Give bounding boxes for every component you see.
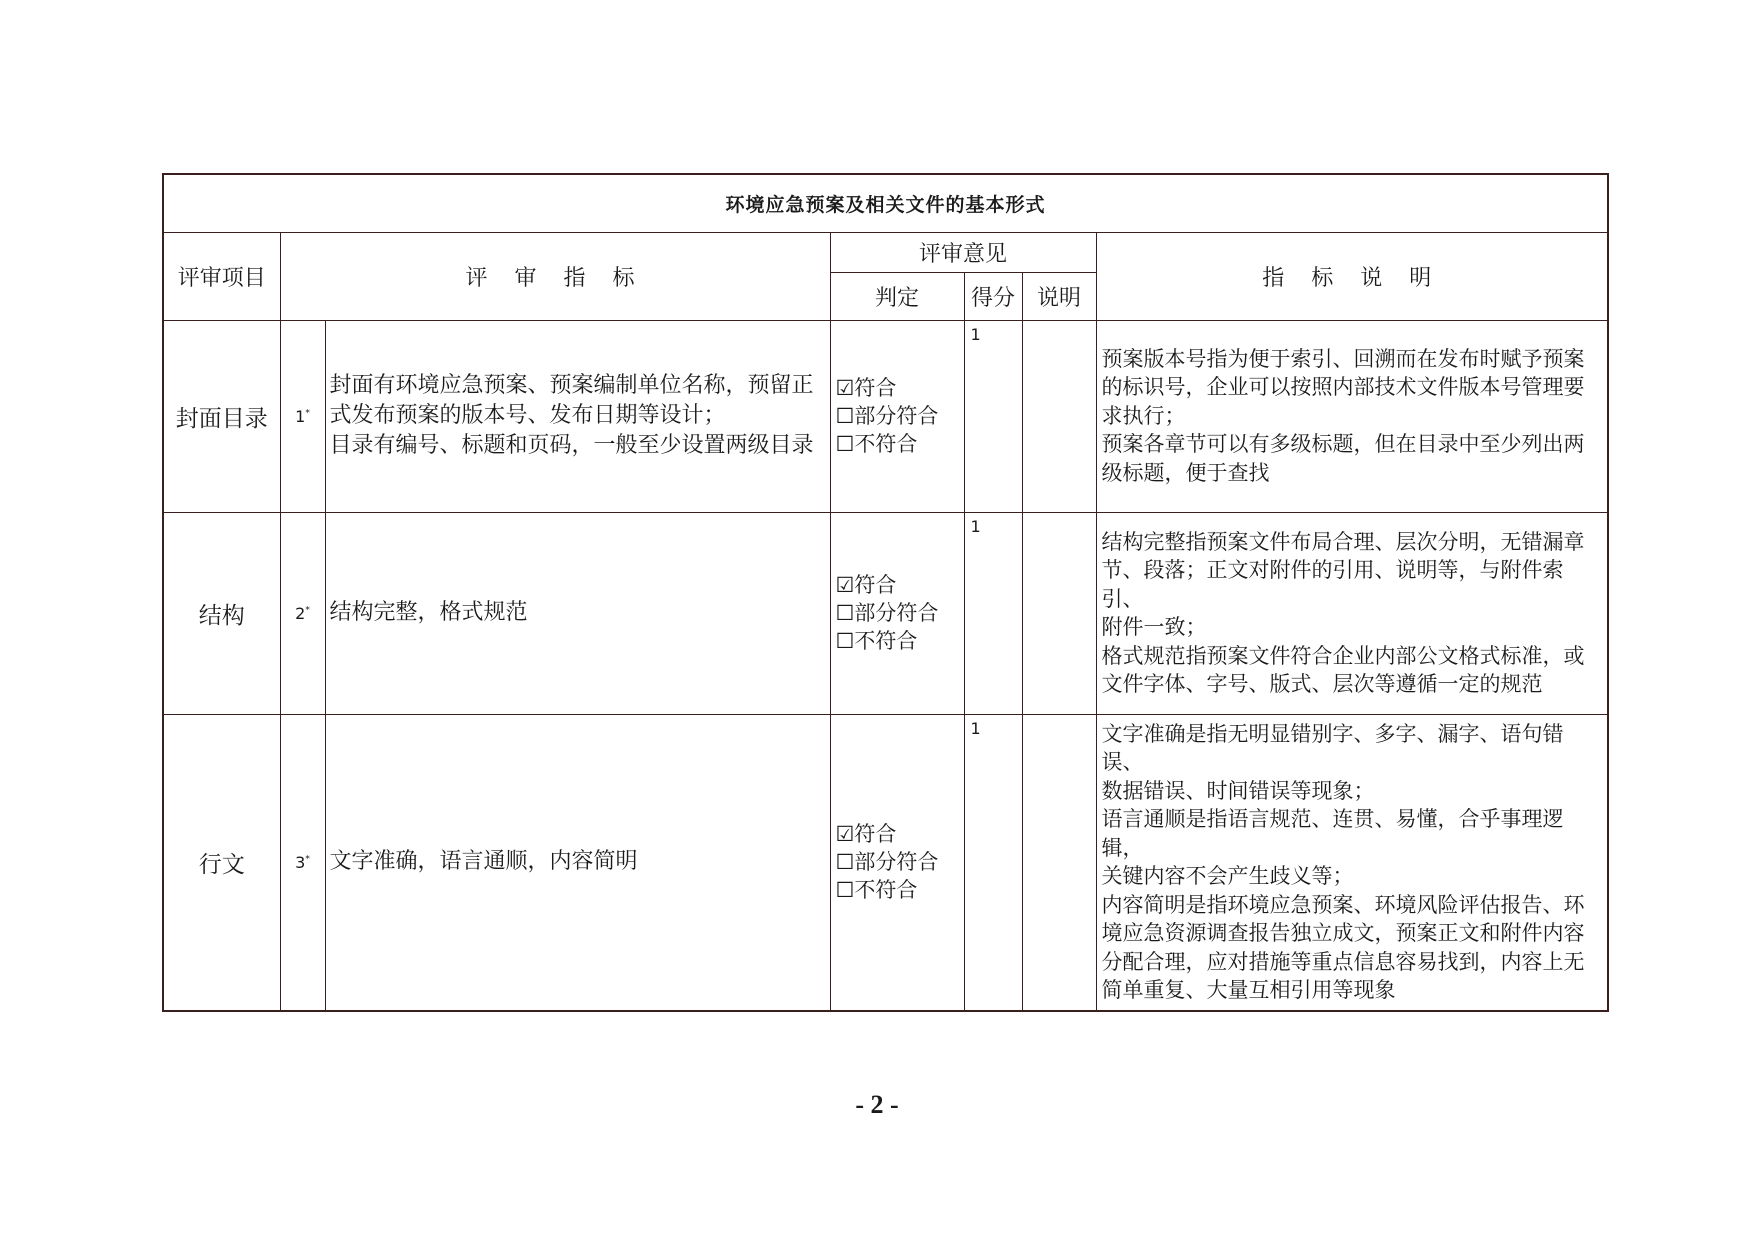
explain-text: 文字准确是指无明显错别字、多字、漏字、语句错误、 数据错误、时间错误等现象； 语言通顺是指语言规范、连贯、易懂，合乎事理逻辑， 关键内容不会产生歧义等； 内容简明是指环境应急预案、环境风险评估报告、环 境应急资源调查报告独立成文，预案正文和附件内容 分配合理，应对措施等重点信息容易找到，内容上无 简单重复、大量互相引用等现象 bbox=[1096, 714, 1608, 1011]
table-row bbox=[163, 512, 1608, 714]
category-cover-toc: 封面目录 bbox=[163, 320, 280, 512]
header-score: 得分 bbox=[964, 272, 1022, 320]
indicator-text: 文字准确，语言通顺，内容简明 bbox=[325, 714, 830, 1011]
note-cell bbox=[1022, 512, 1096, 714]
explain-text: 结构完整指预案文件布局合理、层次分明，无错漏章 节、段落；正文对附件的引用、说明等，与附件索引、 附件一致； 格式规范指预案文件符合企业内部公文格式标准，或 文件字体、字号、版式、层次等遵循一定的规范 bbox=[1096, 512, 1608, 714]
option-nonconform[interactable]: ☐不符合 bbox=[835, 629, 918, 653]
row-number: 3* bbox=[280, 714, 325, 1011]
review-table bbox=[162, 173, 1609, 1012]
explain-text: 预案版本号指为便于索引、回溯而在发布时赋予预案 的标识号，企业可以按照内部技术文件版本号管理要 求执行； 预案各章节可以有多级标题，但在目录中至少列出两 级标题，便于查找 bbox=[1096, 320, 1608, 512]
option-partial[interactable]: ☐部分符合 bbox=[835, 850, 939, 875]
header-note: 说明 bbox=[1022, 272, 1096, 320]
score-cell: 1 bbox=[964, 320, 1022, 512]
indicator-text: 结构完整，格式规范 bbox=[325, 512, 830, 714]
option-conform[interactable]: ☑符合 bbox=[835, 376, 897, 400]
option-nonconform[interactable]: ☐不符合 bbox=[835, 878, 918, 903]
category-writing: 行文 bbox=[163, 714, 280, 1011]
option-partial[interactable]: ☐部分符合 bbox=[835, 601, 939, 625]
table-row bbox=[163, 714, 1608, 1011]
indicator-text: 封面有环境应急预案、预案编制单位名称，预留正 式发布预案的版本号、发布日期等设计； 目录有编号、标题和页码，一般至少设置两级目录 bbox=[325, 320, 830, 512]
page-number: - 2 - bbox=[855, 1090, 899, 1119]
table-title: 环境应急预案及相关文件的基本形式 bbox=[163, 174, 1608, 232]
header-explain: 指 标 说 明 bbox=[1096, 232, 1608, 320]
score-cell: 1 bbox=[964, 512, 1022, 714]
option-conform[interactable]: ☑符合 bbox=[835, 573, 897, 597]
score-cell: 1 bbox=[964, 714, 1022, 1011]
header-item: 评审项目 bbox=[163, 232, 280, 320]
option-conform[interactable]: ☑符合 bbox=[835, 822, 897, 847]
option-nonconform[interactable]: ☐不符合 bbox=[835, 432, 918, 456]
option-partial[interactable]: ☐部分符合 bbox=[835, 404, 939, 428]
judgement-options bbox=[830, 320, 964, 512]
header-judge: 判定 bbox=[830, 272, 964, 320]
row-number: 1* bbox=[280, 320, 325, 512]
note-cell bbox=[1022, 714, 1096, 1011]
judgement-options bbox=[830, 512, 964, 714]
judgement-options bbox=[830, 714, 964, 1011]
row-number: 2* bbox=[280, 512, 325, 714]
note-cell bbox=[1022, 320, 1096, 512]
category-structure: 结构 bbox=[163, 512, 280, 714]
header-opinion: 评审意见 bbox=[830, 232, 1096, 272]
header-indicator: 评 审 指 标 bbox=[280, 232, 830, 320]
table-row bbox=[163, 320, 1608, 512]
